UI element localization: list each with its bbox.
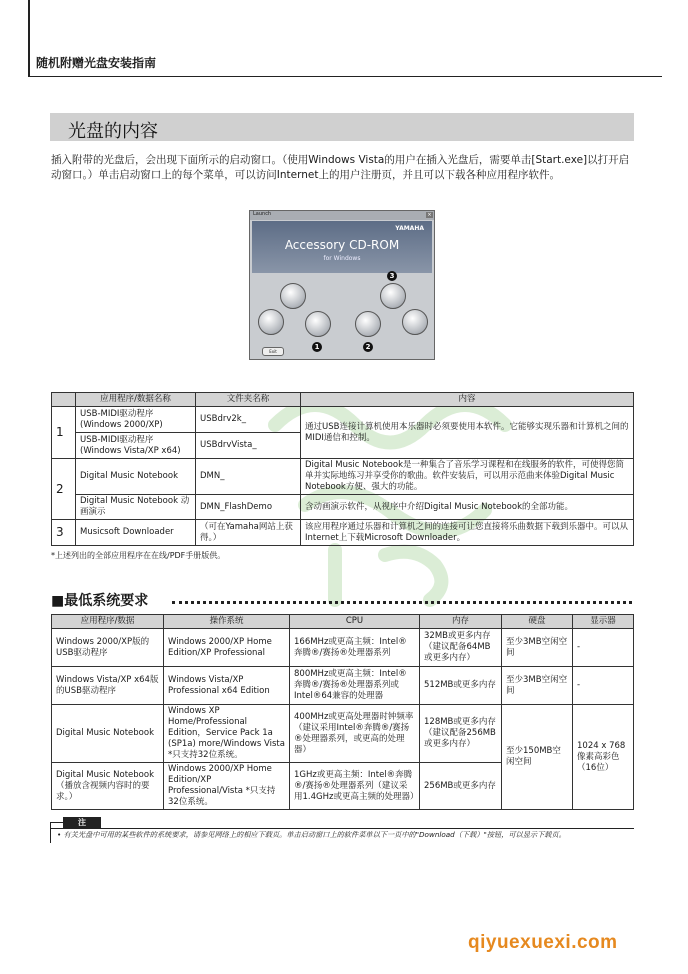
- cd-launch-window: [249, 210, 435, 360]
- table-header: 应用程序/数据: [52, 615, 164, 629]
- marker-3: 3: [387, 271, 397, 281]
- content-desc: Digital Music Notebook是一种集合了音乐学习课程和在线服务的软件，可使得您简单并实际地练习并享受你的歌曲。软件安装后，可以用示范曲来体验Digital Music Notebook方便、强大的功能。: [301, 459, 634, 495]
- folder-name: USBdrvVista_: [196, 433, 301, 459]
- table-header: 显示器: [573, 615, 634, 629]
- row-number: 3: [52, 520, 76, 546]
- folder-name: （可在Yamaha网站上获得。）: [196, 520, 301, 546]
- section-title: 光盘的内容: [68, 121, 158, 142]
- req-app: Windows Vista/XP x64版的USB驱动程序: [52, 667, 164, 705]
- content-desc: 含动画演示软件，从视序中介绍Digital Music Notebook的全部功能。: [301, 495, 634, 520]
- req-cpu: 400MHz或更高处理器时钟频率（建议采用Intel®奔腾®/赛扬®处理器系列，或更高的处理器）: [290, 705, 420, 763]
- app-name: Musicsoft Downloader: [76, 520, 196, 546]
- table-header: 操作系统: [164, 615, 290, 629]
- table-header: 文件夹名称: [196, 393, 301, 407]
- req-memory: 128MB或更多内存（建议配备256MB或更多内存）: [420, 705, 502, 763]
- table-row: [52, 495, 634, 520]
- table-row: [52, 629, 634, 667]
- req-app: Digital Music Notebook: [52, 705, 164, 763]
- marker-2: 2: [363, 342, 373, 352]
- table-row: [52, 459, 634, 495]
- page-header: [28, 0, 662, 77]
- table-row: [52, 520, 634, 546]
- note-label: 注: [63, 817, 101, 828]
- req-display: 1024 x 768 像素高彩色（16位）: [573, 705, 634, 810]
- table-header: [52, 393, 76, 407]
- cd-subheading: for Windows: [323, 255, 361, 262]
- table-header-row: [52, 393, 634, 407]
- req-memory: 32MB或更多内存（建议配备64MB或更多内存）: [420, 629, 502, 667]
- close-icon[interactable]: ×: [427, 212, 432, 218]
- note-text: • 有关光盘中可用的某些软件的系统要求，请参见网络上的相应下载页。单击启动窗口上的软件菜单以下一页中的"Download（下载）"按钮，可以显示下载页。: [57, 830, 566, 839]
- menu-disc-button[interactable]: [258, 309, 284, 335]
- table-header: 内存: [420, 615, 502, 629]
- marker-1: 1: [312, 342, 322, 352]
- folder-name: USBdrv2k_: [196, 407, 301, 433]
- section-title-bar: [50, 113, 634, 141]
- table-row: [52, 705, 634, 763]
- content-desc: 该应用程序通过乐器和计算机之间的连接可让您直接将乐曲数据下载到乐器中。可以从Internet上下载Microsoft Downloader。: [301, 520, 634, 546]
- table-header: CPU: [290, 615, 420, 629]
- menu-disc-button[interactable]: [280, 283, 306, 309]
- site-watermark: qiyuexuexi.com: [468, 932, 618, 953]
- row-number: 1: [52, 407, 76, 459]
- app-name: USB-MIDI驱动程序 (Windows Vista/XP x64): [76, 433, 196, 459]
- table-row: [52, 667, 634, 705]
- footnote: *上述列出的全部应用程序在在线/PDF手册版供。: [51, 551, 226, 560]
- req-os: Windows 2000/XP Home Edition/XP Professional/Vista *只支持32位系统。: [164, 763, 290, 810]
- req-display: -: [573, 629, 634, 667]
- req-os: Windows XP Home/Professional Edition，Service Pack 1a (SP1a) more/Windows Vista *只支持32位系统。: [164, 705, 290, 763]
- row-number: 2: [52, 459, 76, 520]
- req-memory: 256MB或更多内存: [420, 763, 502, 810]
- req-cpu: 166MHz或更高主频：Intel®奔腾®/赛扬®处理器系列: [290, 629, 420, 667]
- req-memory: 512MB或更多内存: [420, 667, 502, 705]
- dotted-leader: [172, 601, 632, 604]
- window-label: Launch: [253, 211, 272, 217]
- folder-name: DMN_: [196, 459, 301, 495]
- section2-title: ■最低系统要求: [51, 593, 149, 609]
- cd-banner: [252, 221, 432, 273]
- app-name: Digital Music Notebook: [76, 459, 196, 495]
- req-disk: 至少3MB空闲空间: [502, 629, 573, 667]
- menu-disc-button[interactable]: [355, 311, 381, 337]
- requirements-table: [51, 614, 634, 810]
- req-app: Digital Music Notebook（播放含视频内容时的要求。）: [52, 763, 164, 810]
- folder-name: DMN_FlashDemo: [196, 495, 301, 520]
- req-cpu: 1GHz或更高主频：Intel®奔腾®/赛扬®处理器系列（建议采用1.4GHz或更高主频的处理器）: [290, 763, 420, 810]
- brand-logo: YAMAHA: [395, 225, 424, 232]
- exit-button[interactable]: Exit: [262, 347, 284, 356]
- table-header: 应用程序/数据名称: [76, 393, 196, 407]
- menu-disc-button[interactable]: [305, 311, 331, 337]
- app-name: USB-MIDI驱动程序 (Windows 2000/XP): [76, 407, 196, 433]
- req-disk: 至少150MB空闲空间: [502, 705, 573, 810]
- req-cpu: 800MHz或更高主频：Intel®奔腾®/赛扬®处理器系列或Intel®64兼容的处理器: [290, 667, 420, 705]
- contents-table: [51, 392, 634, 546]
- intro-paragraph: 插入附带的光盘后，会出现下面所示的启动窗口。（使用Windows Vista的用户在插入光盘后，需要单击[Start.exe]以打开启动窗口。）单击启动窗口上的每个菜单，可以访问Internet上的用户注册页，并且可以下载各种应用程序软件。: [51, 154, 630, 181]
- window-titlebar: [250, 211, 434, 220]
- app-name: Digital Music Notebook 动画演示: [76, 495, 196, 520]
- req-app: Windows 2000/XP版的USB驱动程序: [52, 629, 164, 667]
- content-desc: 通过USB连接计算机使用本乐器时必须要使用本软件。它能够实现乐器和计算机之间的MIDI通信和控制。: [301, 407, 634, 459]
- table-row: [52, 407, 634, 433]
- cd-heading: Accessory CD-ROM: [284, 238, 400, 252]
- menu-disc-button[interactable]: [380, 283, 406, 309]
- table-header: 内容: [301, 393, 634, 407]
- req-display: -: [573, 667, 634, 705]
- header-title: 随机附赠光盘安装指南: [36, 56, 157, 70]
- table-header: 硬盘: [502, 615, 573, 629]
- req-os: Windows 2000/XP Home Edition/XP Professional: [164, 629, 290, 667]
- req-os: Windows Vista/XP Professional x64 Edition: [164, 667, 290, 705]
- menu-disc-button[interactable]: [402, 309, 428, 335]
- req-disk: 至少3MB空闲空间: [502, 667, 573, 705]
- table-header-row: [52, 615, 634, 629]
